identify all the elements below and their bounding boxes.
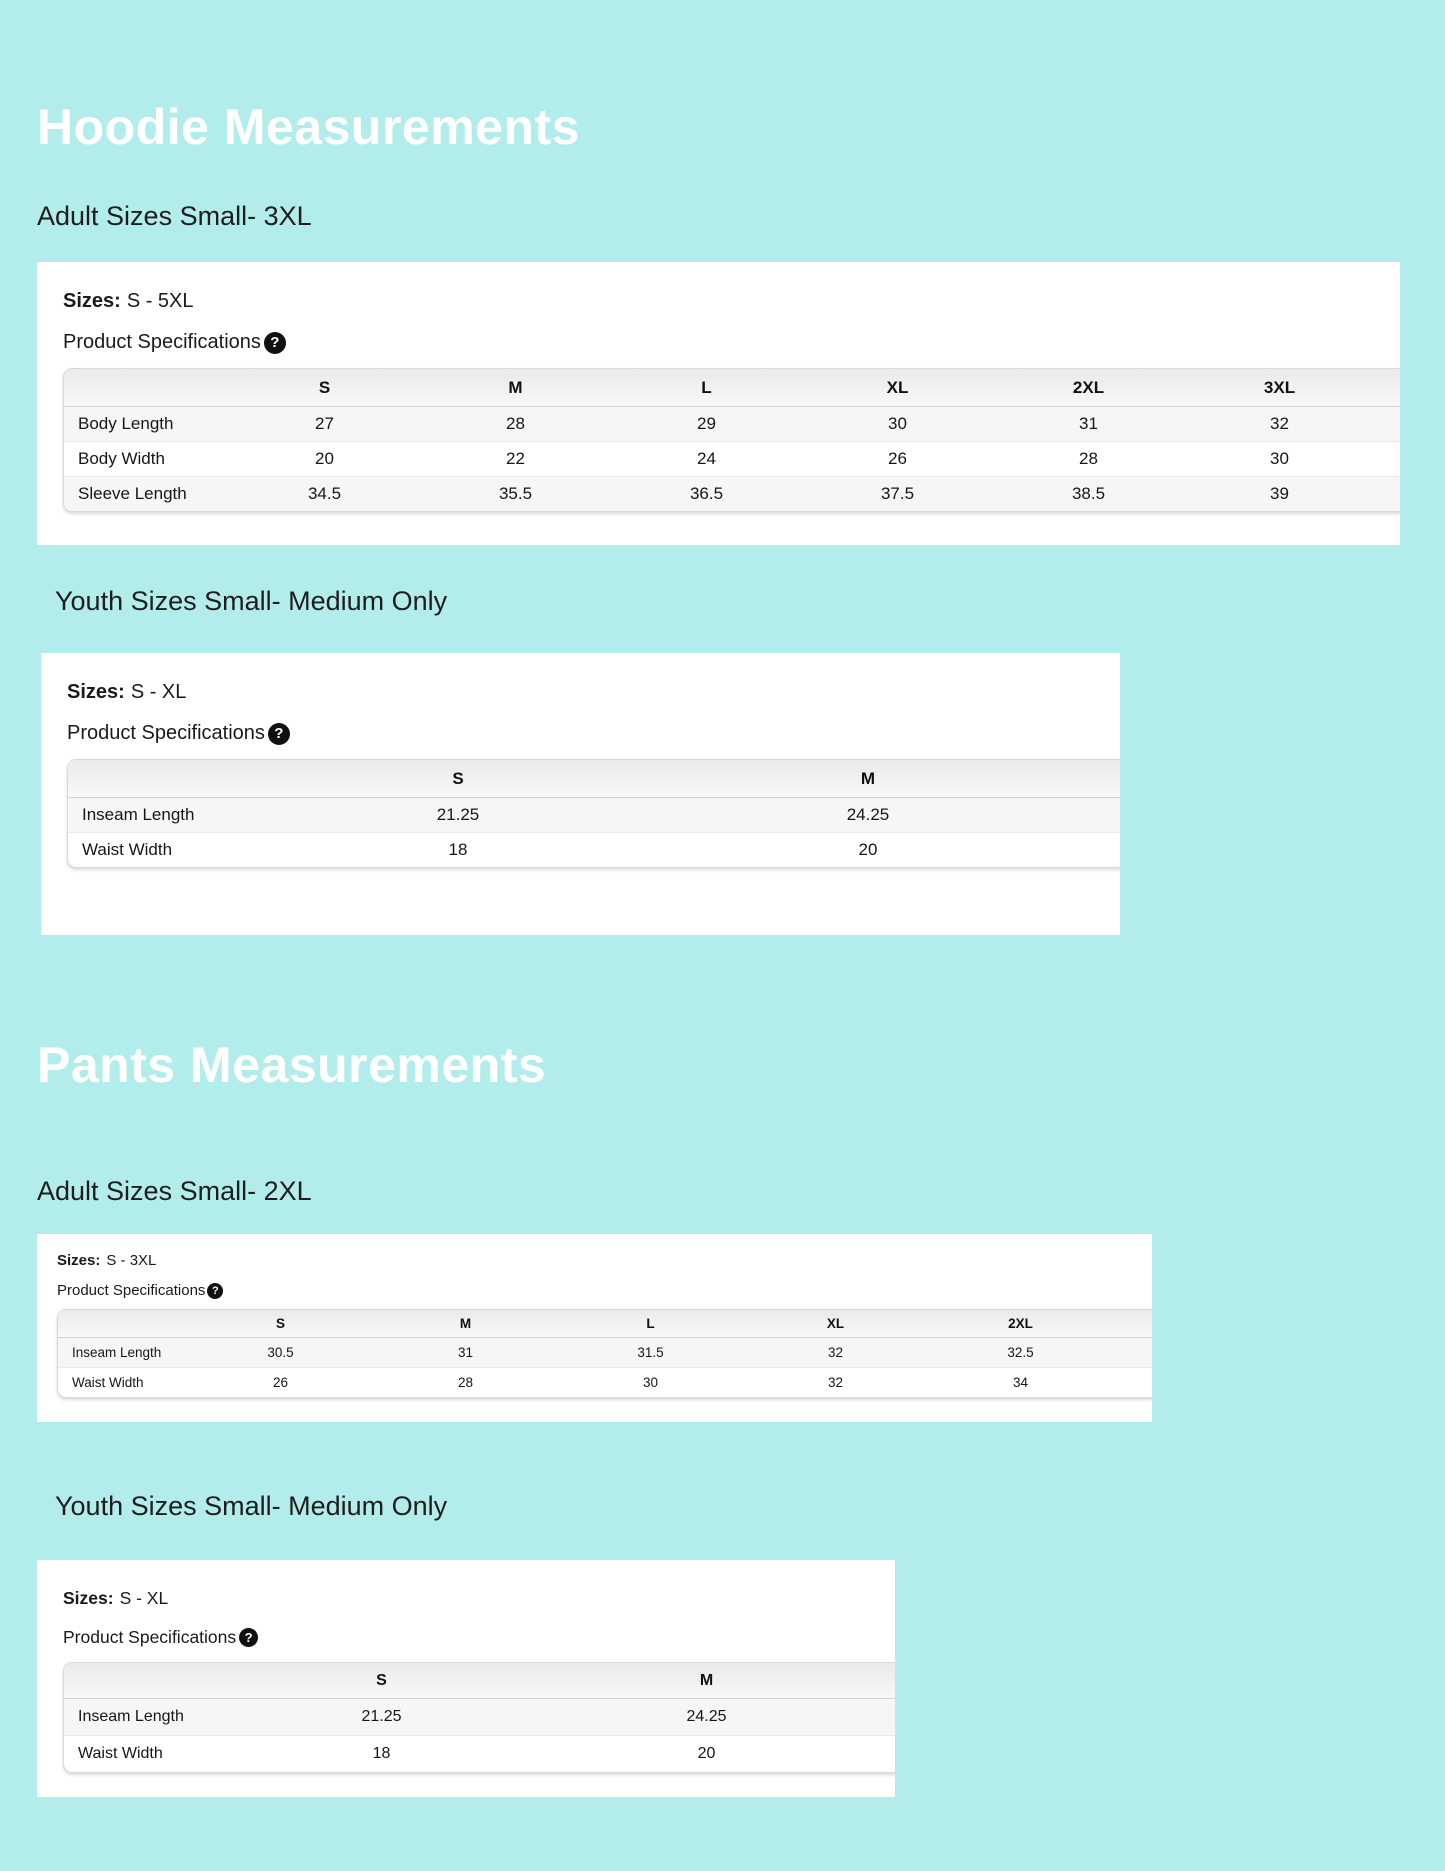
column-header: M (373, 1310, 558, 1338)
cell-value: 38.5 (993, 476, 1184, 511)
cell-value: 32 (827, 1345, 844, 1360)
help-question-icon[interactable]: ? (268, 723, 290, 745)
pants-adult-card (37, 1234, 1152, 1422)
row-label: Waist Width (68, 832, 253, 867)
hoodie-adult-card (37, 262, 1400, 545)
cell-value: 26 (802, 441, 993, 476)
cell-value: 36.5 (611, 476, 802, 511)
row-label-header (64, 1663, 219, 1699)
column-header: S (219, 1663, 544, 1699)
table-filler (1113, 1338, 1152, 1367)
row-label-header (68, 760, 253, 798)
table-row (58, 1367, 1152, 1397)
table-header-row (64, 369, 1400, 407)
spec-label: Product Specifications (57, 1282, 206, 1299)
cell-value: 26 (188, 1367, 373, 1397)
table-filler (1375, 407, 1400, 441)
cell-value: 20 (229, 441, 420, 476)
row-label: Body Length (78, 414, 174, 433)
column-header: M (544, 1663, 869, 1699)
hoodie-youth-heading: Youth Sizes Small- Medium Only (55, 586, 448, 616)
hoodie-youth-card (41, 653, 1120, 935)
column-header: L (611, 369, 802, 407)
column-header: 3XL (1184, 369, 1375, 407)
cell-value: 20 (544, 1735, 869, 1772)
table-row (64, 1699, 895, 1735)
table-filler (1375, 476, 1400, 511)
spec-label: Product Specifications (63, 331, 261, 353)
table-row (68, 832, 1120, 867)
table-filler (1375, 369, 1400, 407)
spec-line (57, 1282, 1152, 1299)
cell-value: 21.25 (361, 1708, 402, 1725)
pants-adult-heading: Adult Sizes Small- 2XL (37, 1176, 312, 1206)
table-filler (1073, 760, 1120, 798)
pants-youth-card (37, 1560, 895, 1797)
cell-value: 32 (743, 1367, 928, 1397)
cell-value: 34 (928, 1367, 1113, 1397)
hoodie-youth-size-table (67, 759, 1120, 868)
cell-value: 24.25 (846, 805, 890, 824)
cell-value: 31 (457, 1345, 474, 1360)
cell-value: 39 (1184, 476, 1375, 511)
help-question-icon[interactable]: ? (239, 1628, 258, 1647)
table-row (64, 476, 1400, 511)
row-label: Inseam Length (78, 1708, 184, 1725)
table-row (64, 441, 1400, 476)
table-filler (869, 1735, 895, 1772)
table-filler (1073, 798, 1120, 832)
sizes-label: Sizes: (57, 1252, 101, 1269)
column-header: 2XL (928, 1310, 1113, 1338)
cell-value: 32 (1270, 414, 1289, 433)
column-header: M (420, 369, 611, 407)
cell-value: 30 (888, 414, 907, 433)
cell-value: 28 (506, 414, 525, 433)
column-header: S (188, 1310, 373, 1338)
row-label: Body Width (64, 441, 229, 476)
sizes-line (67, 681, 1120, 704)
pants-youth-heading: Youth Sizes Small- Medium Only (55, 1491, 448, 1521)
sizes-value: S - 5XL (126, 290, 194, 312)
column-header: M (663, 760, 1073, 798)
table-filler (1375, 441, 1400, 476)
cell-value: 21.25 (436, 805, 480, 824)
spec-line (67, 722, 1120, 745)
table-filler (1113, 1310, 1152, 1338)
sizes-value: S - XL (130, 681, 187, 703)
cell-value: 30 (558, 1367, 743, 1397)
help-question-icon[interactable]: ? (264, 332, 286, 354)
table-row (68, 798, 1120, 832)
row-label: Waist Width (64, 1735, 219, 1772)
cell-value: 24 (611, 441, 802, 476)
cell-value: 28 (373, 1367, 558, 1397)
sizes-line (63, 290, 1400, 313)
help-question-icon[interactable]: ? (207, 1283, 223, 1299)
table-filler (1113, 1367, 1152, 1397)
cell-value: 24.25 (686, 1708, 727, 1725)
column-header: XL (743, 1310, 928, 1338)
column-header: L (558, 1310, 743, 1338)
cell-value: 32.5 (1007, 1345, 1034, 1360)
cell-value: 31.5 (637, 1345, 664, 1360)
table-filler (1073, 832, 1120, 867)
row-label-header (58, 1310, 188, 1338)
column-header: S (229, 369, 420, 407)
cell-value: 30.5 (267, 1345, 294, 1360)
cell-value: 22 (420, 441, 611, 476)
sizes-value: S - 3XL (106, 1252, 157, 1269)
row-label: Waist Width (58, 1367, 188, 1397)
table-row (64, 407, 1400, 441)
table-row (58, 1338, 1152, 1367)
cell-value: 29 (697, 414, 716, 433)
spec-line (63, 331, 1400, 354)
hoodie-adult-heading: Adult Sizes Small- 3XL (37, 201, 312, 231)
row-label: Inseam Length (82, 805, 195, 824)
table-header-row (68, 760, 1120, 798)
cell-value: 31 (1079, 414, 1098, 433)
hoodie-adult-size-table (63, 368, 1400, 512)
cell-value: 34.5 (229, 476, 420, 511)
cell-value: 30 (1184, 441, 1375, 476)
pants-youth-size-table (63, 1662, 895, 1773)
column-header: 2XL (993, 369, 1184, 407)
pants-adult-size-table (57, 1309, 1152, 1398)
cell-value: 37.5 (802, 476, 993, 511)
table-row (64, 1735, 895, 1772)
spec-label: Product Specifications (67, 722, 265, 744)
cell-value: 27 (315, 414, 334, 433)
cell-value: 18 (219, 1735, 544, 1772)
spec-line (63, 1627, 895, 1648)
sizes-label: Sizes: (63, 1588, 114, 1608)
table-header-row (64, 1663, 895, 1699)
spec-label: Product Specifications (63, 1627, 237, 1647)
sizes-label: Sizes: (67, 681, 125, 703)
sizes-line (57, 1252, 1152, 1269)
row-label: Sleeve Length (64, 476, 229, 511)
row-label: Inseam Length (72, 1345, 162, 1360)
cell-value: 28 (993, 441, 1184, 476)
column-header: XL (802, 369, 993, 407)
sizes-value: S - XL (119, 1588, 169, 1608)
table-filler (869, 1663, 895, 1699)
cell-value: 20 (663, 832, 1073, 867)
row-label-header (64, 369, 229, 407)
sizes-label: Sizes: (63, 290, 121, 312)
sizes-line (63, 1588, 895, 1609)
hoodie-section-title: Hoodie Measurements (37, 99, 580, 155)
pants-section-title: Pants Measurements (37, 1037, 547, 1093)
cell-value: 18 (253, 832, 663, 867)
table-filler (869, 1699, 895, 1735)
cell-value: 35.5 (420, 476, 611, 511)
table-header-row (58, 1310, 1152, 1338)
column-header: S (253, 760, 663, 798)
